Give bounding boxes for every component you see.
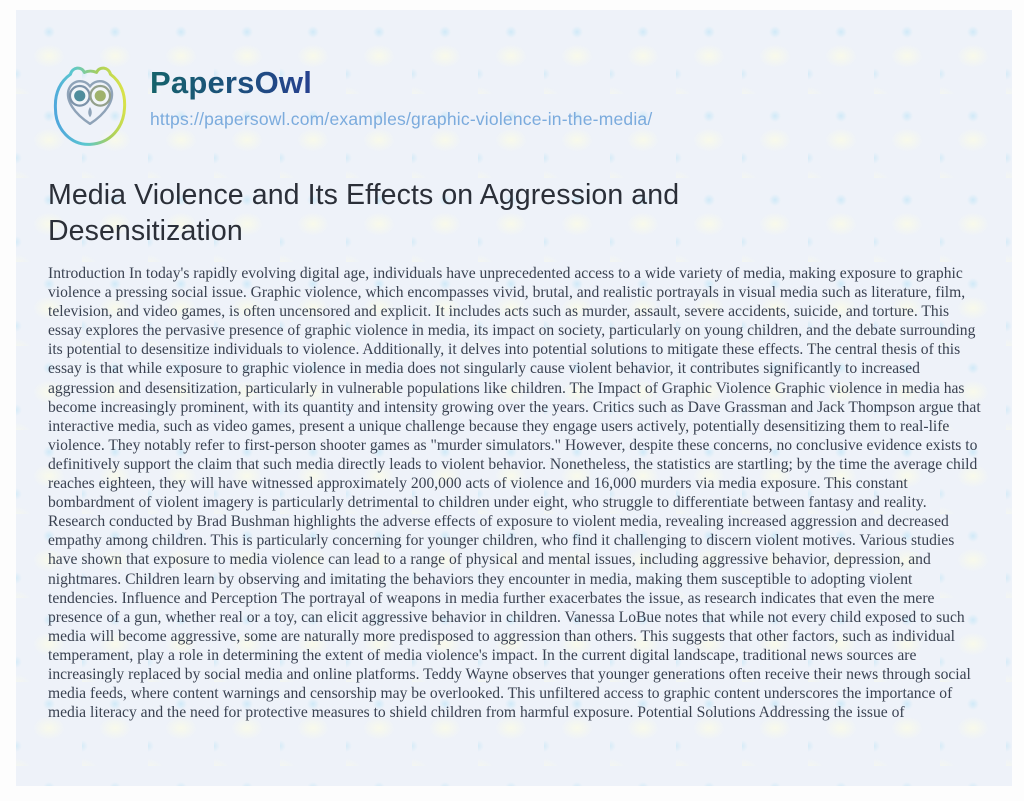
- article-title: Media Violence and Its Effects on Aggression and Desensitization: [48, 179, 680, 247]
- papersowl-logo[interactable]: [48, 63, 132, 151]
- papersowl-owl-logo-icon: [48, 63, 132, 151]
- page-panel: [16, 10, 1012, 786]
- brand-wordmark[interactable]: PapersOwl: [150, 65, 313, 100]
- brand-block: [150, 63, 652, 130]
- article-body-text: Introduction In today's rapidly evolving digital age, individuals have unprecedented access to a wide variety of media, making exposure to graphic violence a pressing social issue. Graphic violence, which encompasses vivid, brutal, and realistic portrayals in visual media such as literature, film, television, and video games, is often uncensored and explicit. It includes acts such as murder, assault, severe accidents, suicide, and torture. This essay explores the pervasive presence of graphic violence in media, its impact on society, particularly on young children, and the debate surrounding its potential to desensitize individuals to violence. Additionally, it delves into potential solutions to mitigate these effects. The central thesis of this essay is that while exposure to graphic violence in media does not singularly cause violent behavior, it contributes significantly to increased aggression and desensitization, particularly in vulnerable populations like children. The Impact of Graphic Violence Graphic violence in media has become increasingly prominent, with its quantity and intensity growing over the years. Critics such as Dave Grassman and Jack Thompson argue that interactive media, such as video games, present a unique challenge because they engage users actively, potentially desensitizing them to real-life violence. They notably refer to first-person shooter games as "murder simulators." However, despite these concerns, no conclusive evidence exists to definitively support the claim that such media directly leads to violent behavior. Nonetheless, the statistics are startling; by the time the average child reaches eighteen, they will have witnessed approximately 200,000 acts of violence and 16,000 murders via media exposure. This constant bombardment of violent imagery is particularly detrimental to children under eight, who struggle to differentiate between fantasy and reality. Research conducted by Brad Bushman highlights the adverse effects of exposure to violent media, revealing increased aggression and decreased empathy among children. This is particularly concerning for younger children, who find it challenging to discern violent motives. Various studies have shown that exposure to media violence can lead to a range of physical and mental issues, including aggressive behavior, depression, and nightmares. Children learn by observing and imitating the behaviors they encounter in media, making them susceptible to adopting violent tendencies. Influence and Perception The portrayal of weapons in media further exacerbates the issue, as research indicates that even the mere presence of a gun, whether real or a toy, can elicit aggressive behavior in children. Vanessa LoBue notes that while not every child exposed to such media will become aggressive, some are naturally more predisposed to aggression than others. This suggests that other factors, such as individual temperament, play a role in determining the extent of media violence's impact. In the current digital landscape, traditional news sources are increasingly replaced by social media and online platforms. Teddy Wayne observes that younger generations often receive their news through social media feeds, where content warnings and censorship may be overlooked. This unfiltered access to graphic content underscores the importance of media literacy and the need for protective measures to shield children from harmful exposure. Potential Solutions Addressing the issue of: [48, 265, 981, 722]
- source-url-link[interactable]: https://papersowl.com/examples/graphic-violence-in-the-media/: [150, 108, 653, 129]
- site-header: [48, 63, 982, 151]
